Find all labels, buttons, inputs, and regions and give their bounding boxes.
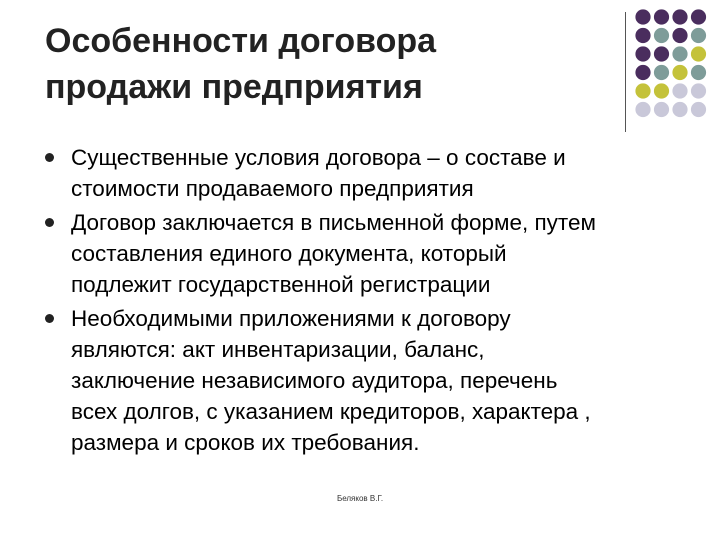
title-divider-line xyxy=(625,12,626,132)
decorative-dot xyxy=(691,46,706,61)
decorative-dot xyxy=(654,28,669,43)
decorative-dot xyxy=(635,83,650,98)
decorative-dot xyxy=(635,46,650,61)
decorative-dot xyxy=(654,83,669,98)
decorative-dot xyxy=(635,102,650,117)
decorative-dot xyxy=(654,9,669,24)
bullet-item xyxy=(45,142,685,204)
decorative-dot xyxy=(654,102,669,117)
decorative-dot xyxy=(672,46,687,61)
decorative-dot xyxy=(691,83,706,98)
bullet-dot-icon xyxy=(45,314,54,323)
dot-grid-graphic xyxy=(634,7,720,119)
bullet-text: Договор заключается в письменной форме, путем составления единого документа, который подлежит государственной регистрации xyxy=(71,210,596,297)
decorative-dot xyxy=(672,28,687,43)
dot-grid-decoration xyxy=(634,7,720,119)
slide-title-line-2: продажи предприятия xyxy=(45,68,423,106)
decorative-dot xyxy=(691,9,706,24)
decorative-dot xyxy=(654,46,669,61)
bullet-dot-icon xyxy=(45,153,54,162)
bullet-dot-icon xyxy=(45,218,54,227)
decorative-dot xyxy=(672,65,687,80)
decorative-dot xyxy=(691,28,706,43)
decorative-dot xyxy=(635,65,650,80)
decorative-dot xyxy=(691,102,706,117)
decorative-dot xyxy=(691,65,706,80)
bullet-text: Необходимыми приложениями к договору являются: акт инвентаризации, баланс, заключение независимого аудитора, перечень всех долгов, с указанием кредиторов, характера , размера и сроков их требования. xyxy=(71,306,591,455)
decorative-dot xyxy=(635,9,650,24)
bullet-item xyxy=(45,303,685,458)
bullet-text: Существенные условия договора – о составе и стоимости продаваемого предприятия xyxy=(71,145,566,201)
slide-title-line-1: Особенности договора xyxy=(45,22,437,60)
bullet-item xyxy=(45,207,685,300)
decorative-dot xyxy=(654,65,669,80)
decorative-dot xyxy=(635,28,650,43)
slide-title xyxy=(45,18,605,110)
decorative-dot xyxy=(672,83,687,98)
decorative-dot xyxy=(672,102,687,117)
slide-footer-author: Беляков В.Г. xyxy=(336,494,384,503)
bullet-list xyxy=(45,142,685,461)
decorative-dot xyxy=(672,9,687,24)
